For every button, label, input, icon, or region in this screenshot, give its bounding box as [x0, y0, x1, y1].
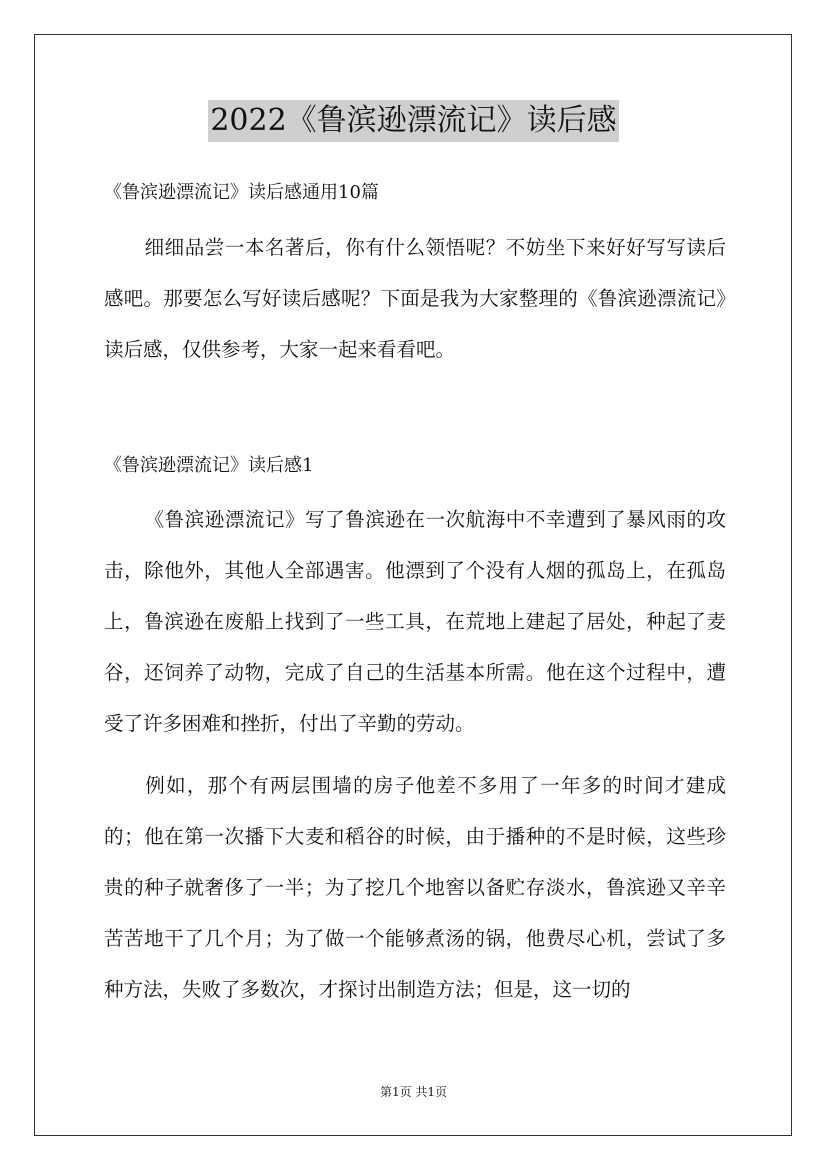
document-subtitle: 《鲁滨逊漂流记》读后感通用10篇 — [104, 182, 379, 203]
intro-paragraph — [104, 222, 726, 375]
page-footer: 第1页 共1页 — [379, 1085, 448, 1099]
document-title: 2022《鲁滨逊漂流记》读后感 — [208, 100, 618, 142]
intro-paragraph-text: 细细品尝一本名著后，你有什么领悟呢？不妨坐下来好好写写读后感吧。那要怎么写好读后感呢？下面是我为大家整理的《鲁滨逊漂流记》读后感，仅供参考，大家一起来看看吧。 — [104, 236, 726, 361]
title-container — [0, 100, 827, 142]
section-heading: 《鲁滨逊漂流记》读后感1 — [104, 455, 314, 476]
body-paragraph-text: 例如，那个有两层围墙的房子他差不多用了一年多的时间才建成的；他在第一次播下大麦和稻谷的时候，由于播种的不是时候，这些珍贵的种子就奢侈了一半；为了挖几个地窖以备贮存淡水，鲁滨逊又辛辛苦苦地干了几个月；为了做一个能够煮汤的锅，他费尽心机，尝试了多种方法，失败了多数次，才探讨出制造方法；但是，这一切的 — [104, 774, 726, 1001]
body-paragraph — [104, 760, 726, 1015]
body-paragraph-text: 《鲁滨逊漂流记》写了鲁滨逊在一次航海中不幸遭到了暴风雨的攻击，除他外，其他人全部遇害。他漂到了个没有人烟的孤岛上，在孤岛上，鲁滨逊在废船上找到了一些工具，在荒地上建起了居处，种起了麦谷，还饲养了动物，完成了自己的生活基本所需。他在这个过程中，遭受了许多困难和挫折，付出了辛勤的劳动。 — [104, 508, 726, 735]
body-paragraph — [104, 494, 726, 749]
